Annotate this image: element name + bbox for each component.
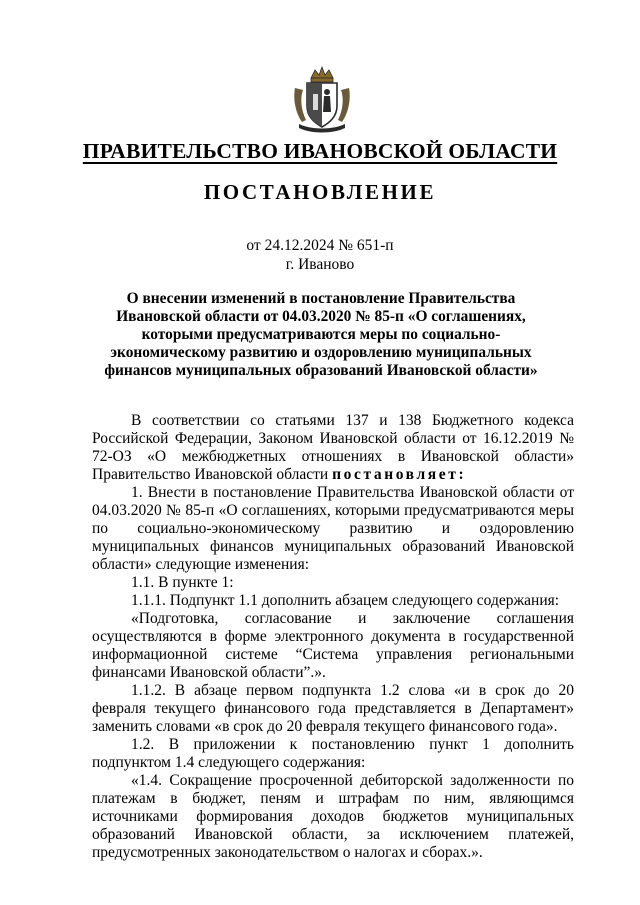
document-subject: О внесении изменений в постановление Правительства Ивановской области от 04.03.2020 № 85-п «О соглашениях, которыми предусматриваются меры по социально-экономическому развитию и оздоровлению муниципальных финансов муниципальных образований Ивановской области» xyxy=(104,290,538,379)
paragraph-1-2: 1.2. В приложении к постановлению пункт 1 дополнить подпунктом 1.4 следующего содержания: xyxy=(92,736,574,771)
paragraph-1-1-1-quote: «Подготовка, согласование и заключение соглашения осуществляются в форме электронного документа в государственной информационной системе “Система управления региональными финансами Ивановской области”.». xyxy=(92,610,574,681)
paragraph-1-1-1: 1.1.1. Подпункт 1.1 дополнить абзацем следующего содержания: xyxy=(131,592,560,609)
preamble-end: : xyxy=(458,466,467,483)
organization-title-text: ПРАВИТЕЛЬСТВО ИВАНОВСКОЙ ОБЛАСТИ xyxy=(82,139,558,163)
preamble-text: В соответствии со статьями 137 и 138 Бюджетного кодекса Российской Федерации, Законом Ивановской области от 16.12.2019 № 72-ОЗ «О межбюджетных отношениях в Ивановской области» Правительство Ивановской области xyxy=(92,412,574,483)
coat-of-arms-icon xyxy=(291,64,353,134)
document-city: г. Иваново xyxy=(285,256,355,273)
preamble-verb: постановляет xyxy=(332,466,459,483)
document-type: ПОСТАНОВЛЕНИЕ xyxy=(203,180,437,204)
document-body xyxy=(92,412,574,862)
organization-title xyxy=(0,139,640,164)
preamble-paragraph xyxy=(92,412,574,484)
paragraph-1-2-quote: «1.4. Сокращение просроченной дебиторской задолженности по платежам в бюджет, пеням и штрафам по ним, являющимся источниками формирования доходов бюджетов муниципальных образований Ивановской области, за исключением платежей, предусмотренных законодательством о налогах и сборах.». xyxy=(92,772,574,861)
paragraph-1-1-2: 1.1.2. В абзаце первом подпункта 1.2 слова «и в срок до 20 февраля текущего финансового года представляется в Департамент» заменить словами «в срок до 20 февраля текущего финансового года». xyxy=(92,682,574,735)
paragraph-1: 1. Внести в постановление Правительства Ивановской области от 04.03.2020 № 85-п «О соглашениях, которыми предусматриваются меры по социально-экономическому развитию и оздоровлению муниципальных финансов муниципальных образований Ивановской области» следующие изменения: xyxy=(92,484,574,573)
paragraph-1-1: 1.1. В пункте 1: xyxy=(131,574,234,591)
document-date-number: от 24.12.2024 № 651-п xyxy=(246,237,394,254)
